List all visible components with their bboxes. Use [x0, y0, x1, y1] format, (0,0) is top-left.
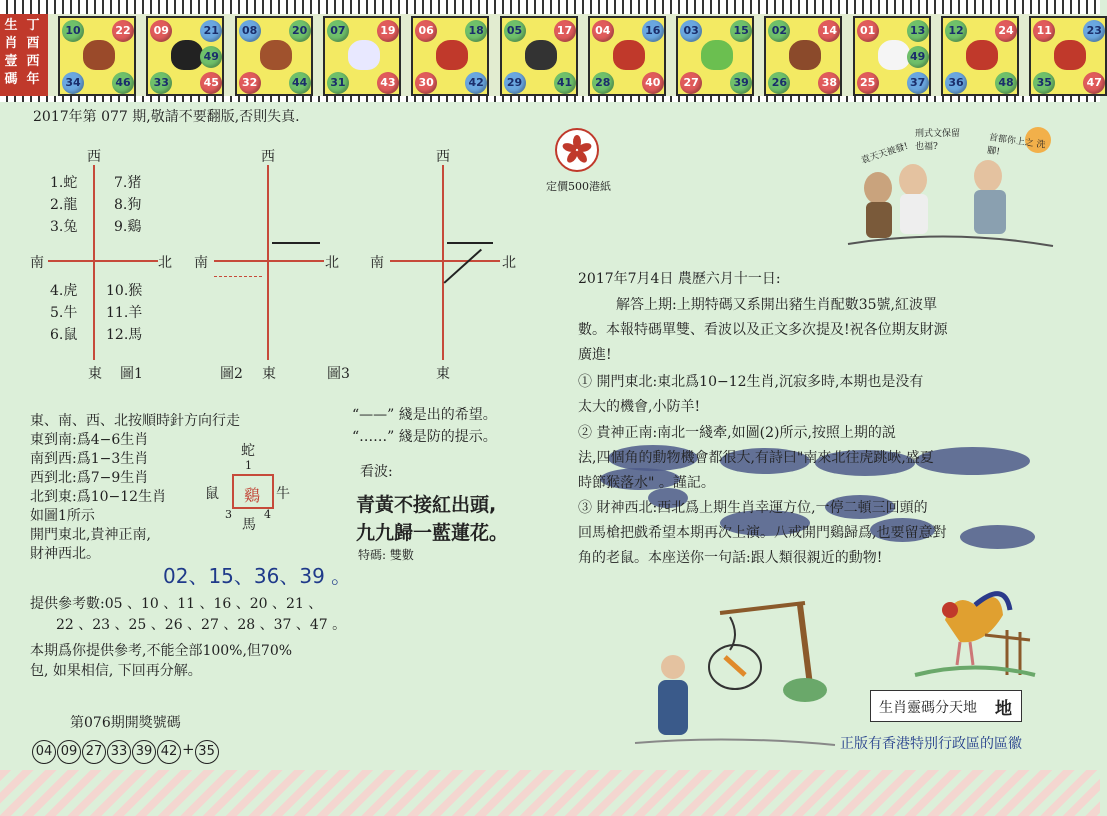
east-label: 東 — [436, 366, 450, 382]
kanbo-poem-1: 青黃不接紅出頭, — [356, 494, 497, 516]
rule-line: 西到北:爲7−9生肖 — [30, 470, 149, 486]
prev-number: 33 — [107, 740, 131, 764]
spirit-code-box — [870, 690, 1022, 722]
zodiac-item: 9.鷄 — [114, 219, 142, 235]
zodiac-cell-cow — [146, 16, 224, 96]
number-ball: 06 — [415, 20, 437, 42]
prev-plus: + — [182, 740, 195, 758]
mini-rooster: 鷄 — [244, 486, 261, 505]
rule-line: 開門東北,貴神正南, — [30, 527, 151, 543]
spirit-code-text: 生肖靈碼分天地 — [879, 700, 977, 716]
rooster-illustration — [915, 580, 1035, 685]
south-label: 南 — [30, 255, 44, 271]
zodiac-cell-goat — [676, 16, 754, 96]
zodiac-item: 4.虎 — [50, 283, 78, 299]
number-ball: 49 — [200, 46, 222, 68]
bauhinia-icon — [557, 130, 597, 170]
hope-diagonal-line — [443, 249, 481, 284]
prev-number: 42 — [157, 740, 181, 764]
kanbo-special: 特碼: 雙數 — [358, 548, 414, 562]
axis-horizontal — [390, 260, 500, 262]
dragon-icon — [436, 40, 468, 70]
axis-vertical — [267, 165, 269, 360]
spirit-code-answer: 地 — [995, 699, 1012, 719]
zodiac-cell-rat — [58, 16, 136, 96]
tiger-icon — [260, 40, 292, 70]
rule-line: 財神西北。 — [30, 546, 100, 562]
number-ball: 33 — [150, 72, 172, 94]
number-ball: 27 — [680, 72, 702, 94]
official-note: 正版有香港特別行政區的區徽 — [840, 736, 1022, 752]
number-ball: 03 — [680, 20, 702, 42]
number-ball: 10 — [62, 20, 84, 42]
zodiac-cell-rabbit — [323, 16, 401, 96]
banner-side-label — [0, 14, 48, 96]
mini-right-line — [272, 474, 274, 508]
zodiac-item: 5.牛 — [50, 305, 78, 321]
axis-horizontal — [48, 260, 158, 262]
fig-2-caption: 圖2 — [220, 366, 243, 382]
pig-icon — [1054, 40, 1086, 70]
number-ball: 22 — [112, 20, 134, 42]
zodiac-cell-horse — [588, 16, 666, 96]
number-ball: 07 — [327, 20, 349, 42]
number-ball: 01 — [857, 20, 879, 42]
number-ball: 34 — [62, 72, 84, 94]
article-line: ① 開門東北:東北爲10−12生肖,沉寂多時,本期也是没有 — [578, 374, 924, 390]
hunter-illustration — [630, 595, 840, 750]
mini-horse: 馬 — [242, 517, 256, 533]
number-ball: 12 — [945, 20, 967, 42]
rooster-icon — [915, 580, 1035, 685]
south-label: 南 — [194, 255, 208, 271]
number-ball: 40 — [642, 72, 664, 94]
rule-line: 東到南:爲4−6生肖 — [30, 432, 149, 448]
west-label: 西 — [261, 149, 275, 165]
side-label-char: 碼 — [4, 72, 18, 87]
side-label-char: 年 — [26, 72, 40, 87]
speech-bubble-3: 首都你上之 洗腳! — [986, 132, 1047, 158]
price-label: 定價500港紙 — [546, 180, 611, 193]
prev-draw-numbers — [32, 740, 220, 764]
axis-horizontal — [214, 260, 324, 262]
south-label: 南 — [370, 255, 384, 271]
article-line: 角的老鼠。本座送你一句話:跟人類很親近的動物! — [578, 550, 883, 566]
mini-three: 3 — [225, 508, 232, 521]
rule-line: 如圖1所示 — [30, 508, 95, 524]
speech-bubble-1: 袁天天被發! — [860, 141, 910, 167]
number-ball: 45 — [200, 72, 222, 94]
hope-line — [272, 242, 320, 244]
number-ball: 37 — [907, 72, 929, 94]
guard-line — [214, 276, 262, 277]
side-label-char: 西 — [26, 54, 40, 69]
hunter-with-trap-icon — [630, 595, 840, 750]
zodiac-cell-snake — [500, 16, 578, 96]
zodiac-cell-rooster — [853, 16, 931, 96]
article-line: 回馬槍把戲希望本期再次上演。八戒開門鷄歸爲,也要留意對 — [578, 525, 947, 541]
number-ball: 39 — [730, 72, 752, 94]
disclaimer-line-2: 包, 如果相信, 下回再分解。 — [30, 663, 202, 679]
prev-number: 09 — [57, 740, 81, 764]
prev-number: 39 — [132, 740, 156, 764]
zodiac-banner — [0, 0, 1100, 100]
article-line: 時節猴落水" 。謹記。 — [578, 475, 715, 491]
zodiac-item: 10.猴 — [106, 283, 143, 299]
number-ball: 42 — [465, 72, 487, 94]
number-ball: 38 — [818, 72, 840, 94]
number-ball: 21 — [200, 20, 222, 42]
number-ball: 14 — [818, 20, 840, 42]
mini-snake: 蛇 — [241, 443, 255, 459]
mini-one: 1 — [245, 459, 252, 472]
axis-vertical — [93, 165, 95, 360]
article-line: ③ 財神西北:西北爲上期生肖幸運方位,一停二頓三回頭的 — [578, 500, 928, 516]
snake-icon — [525, 40, 557, 70]
rooster-icon — [878, 40, 910, 70]
legend-dotted: “……” 綫是防的提示。 — [352, 429, 497, 445]
zodiac-item: 7.猪 — [114, 175, 142, 191]
banner-bottom-stripe — [0, 96, 1100, 102]
number-ball: 23 — [1083, 20, 1105, 42]
number-ball: 16 — [642, 20, 664, 42]
article-line: ② 貴神正南:南北一綫牽,如圖(2)所示,按照上期的説 — [578, 425, 896, 441]
mini-rat: 鼠 — [205, 486, 219, 502]
number-ball: 41 — [554, 72, 576, 94]
number-ball: 47 — [1083, 72, 1105, 94]
article-line: 解答上期:上期特碼又系開出豬生肖配數35號,紅波單 — [616, 297, 937, 313]
side-label-char: 酉 — [26, 36, 40, 51]
zodiac-item: 1.蛇 — [50, 175, 78, 191]
number-ball: 08 — [239, 20, 261, 42]
number-ball: 26 — [768, 72, 790, 94]
number-ball: 24 — [995, 20, 1017, 42]
article-line: 廣進! — [578, 347, 612, 363]
zodiac-cell-dog — [941, 16, 1019, 96]
fig-1-caption: 圖1 — [120, 366, 143, 382]
number-ball: 49 — [907, 46, 929, 68]
number-ball: 11 — [1033, 20, 1055, 42]
east-label: 東 — [88, 366, 102, 382]
west-label: 西 — [87, 149, 101, 165]
prev-number: 04 — [32, 740, 56, 764]
prev-number: 27 — [82, 740, 106, 764]
number-ball: 13 — [907, 20, 929, 42]
number-ball: 17 — [554, 20, 576, 42]
prev-special-number: 35 — [195, 740, 219, 764]
article-date: 2017年7月4日 農歷六月十一日: — [578, 271, 781, 287]
kanbo-poem-2: 九九歸一藍蓮花。 — [356, 522, 509, 544]
rule-line: 北到東:爲10−12生肖 — [30, 489, 167, 505]
disclaimer-line-1: 本期爲你提供參考,不能全部100%,但70% — [30, 643, 293, 659]
horse-icon — [613, 40, 645, 70]
rule-line: 南到西:爲1−3生肖 — [30, 451, 149, 467]
decorative-bottom-strip — [0, 770, 1100, 816]
zodiac-item: 6.鼠 — [50, 327, 78, 343]
issue-line: 2017年第 077 期,敬請不要翻版,否則失真. — [33, 109, 300, 125]
zodiac-cell-dragon — [411, 16, 489, 96]
number-ball: 35 — [1033, 72, 1055, 94]
article-line: 太大的機會,小防羊! — [578, 399, 701, 415]
number-ball: 02 — [768, 20, 790, 42]
hope-line — [447, 242, 493, 244]
zodiac-item: 3.兔 — [50, 219, 78, 235]
number-ball: 29 — [504, 72, 526, 94]
number-ball: 04 — [592, 20, 614, 42]
north-label: 北 — [325, 255, 339, 271]
number-ball: 43 — [377, 72, 399, 94]
number-ball: 25 — [857, 72, 879, 94]
zodiac-item: 11.羊 — [106, 305, 143, 321]
side-label-char: 壹 — [4, 54, 18, 69]
lucky-picks: 02、15、36、39 。 — [163, 564, 352, 588]
zodiac-item: 2.龍 — [50, 197, 78, 213]
number-ball: 18 — [465, 20, 487, 42]
side-label-char: 生 — [4, 18, 18, 33]
number-ball: 05 — [504, 20, 526, 42]
speech-bubble-2: 刑式文保留 也福? — [915, 129, 961, 152]
kanbo-label: 看波: — [360, 464, 393, 480]
zodiac-item: 8.狗 — [114, 197, 142, 213]
fig-3-caption: 圖3 — [327, 366, 350, 382]
cow-icon — [171, 40, 203, 70]
number-ball: 09 — [150, 20, 172, 42]
highlight-blob — [960, 525, 1035, 549]
legend-solid: “——” 綫是出的希望。 — [352, 407, 497, 423]
axis-vertical — [442, 165, 444, 360]
mini-left-line — [232, 474, 234, 508]
hk-emblem — [555, 128, 599, 172]
side-label-char: 丁 — [26, 18, 40, 33]
north-label: 北 — [158, 255, 172, 271]
number-ball: 30 — [415, 72, 437, 94]
number-ball: 19 — [377, 20, 399, 42]
article-line: 法,四個角的動物機會都很大,有詩曰"南來北往虎跳峽,盛夏 — [578, 450, 934, 466]
east-label: 東 — [262, 366, 276, 382]
rule-line: 東、南、西、北按順時針方向行走 — [30, 413, 240, 429]
banner-top-stripe — [0, 0, 1100, 14]
number-ball: 15 — [730, 20, 752, 42]
mini-top-line — [232, 474, 274, 476]
mini-ox: 牛 — [276, 486, 290, 502]
rabbit-icon — [348, 40, 380, 70]
zodiac-cell-pig — [1029, 16, 1107, 96]
reference-line-2: 22 、23 、25 、26 、27 、28 、37 、47 。 — [56, 617, 347, 633]
reference-line-1: 提供參考數:05 、10 、11 、16 、20 、21 、 — [30, 596, 323, 612]
number-ball: 31 — [327, 72, 349, 94]
number-ball: 28 — [592, 72, 614, 94]
dog-icon — [966, 40, 998, 70]
number-ball: 44 — [289, 72, 311, 94]
prev-draw-title: 第076期開獎號碼 — [70, 715, 181, 731]
number-ball: 32 — [239, 72, 261, 94]
goat-icon — [701, 40, 733, 70]
west-label: 西 — [436, 149, 450, 165]
side-label-char: 肖 — [4, 36, 18, 51]
mini-four: 4 — [264, 508, 271, 521]
north-label: 北 — [502, 255, 516, 271]
number-ball: 20 — [289, 20, 311, 42]
article-line: 數。本報特碼單雙、看波以及正文多次提及!祝各位期友財源 — [578, 322, 948, 338]
monkey-icon — [789, 40, 821, 70]
zodiac-item: 12.馬 — [106, 327, 143, 343]
rat-icon — [83, 40, 115, 70]
number-ball: 46 — [112, 72, 134, 94]
zodiac-cell-monkey — [764, 16, 842, 96]
number-ball: 48 — [995, 72, 1017, 94]
zodiac-cell-tiger — [235, 16, 313, 96]
number-ball: 36 — [945, 72, 967, 94]
